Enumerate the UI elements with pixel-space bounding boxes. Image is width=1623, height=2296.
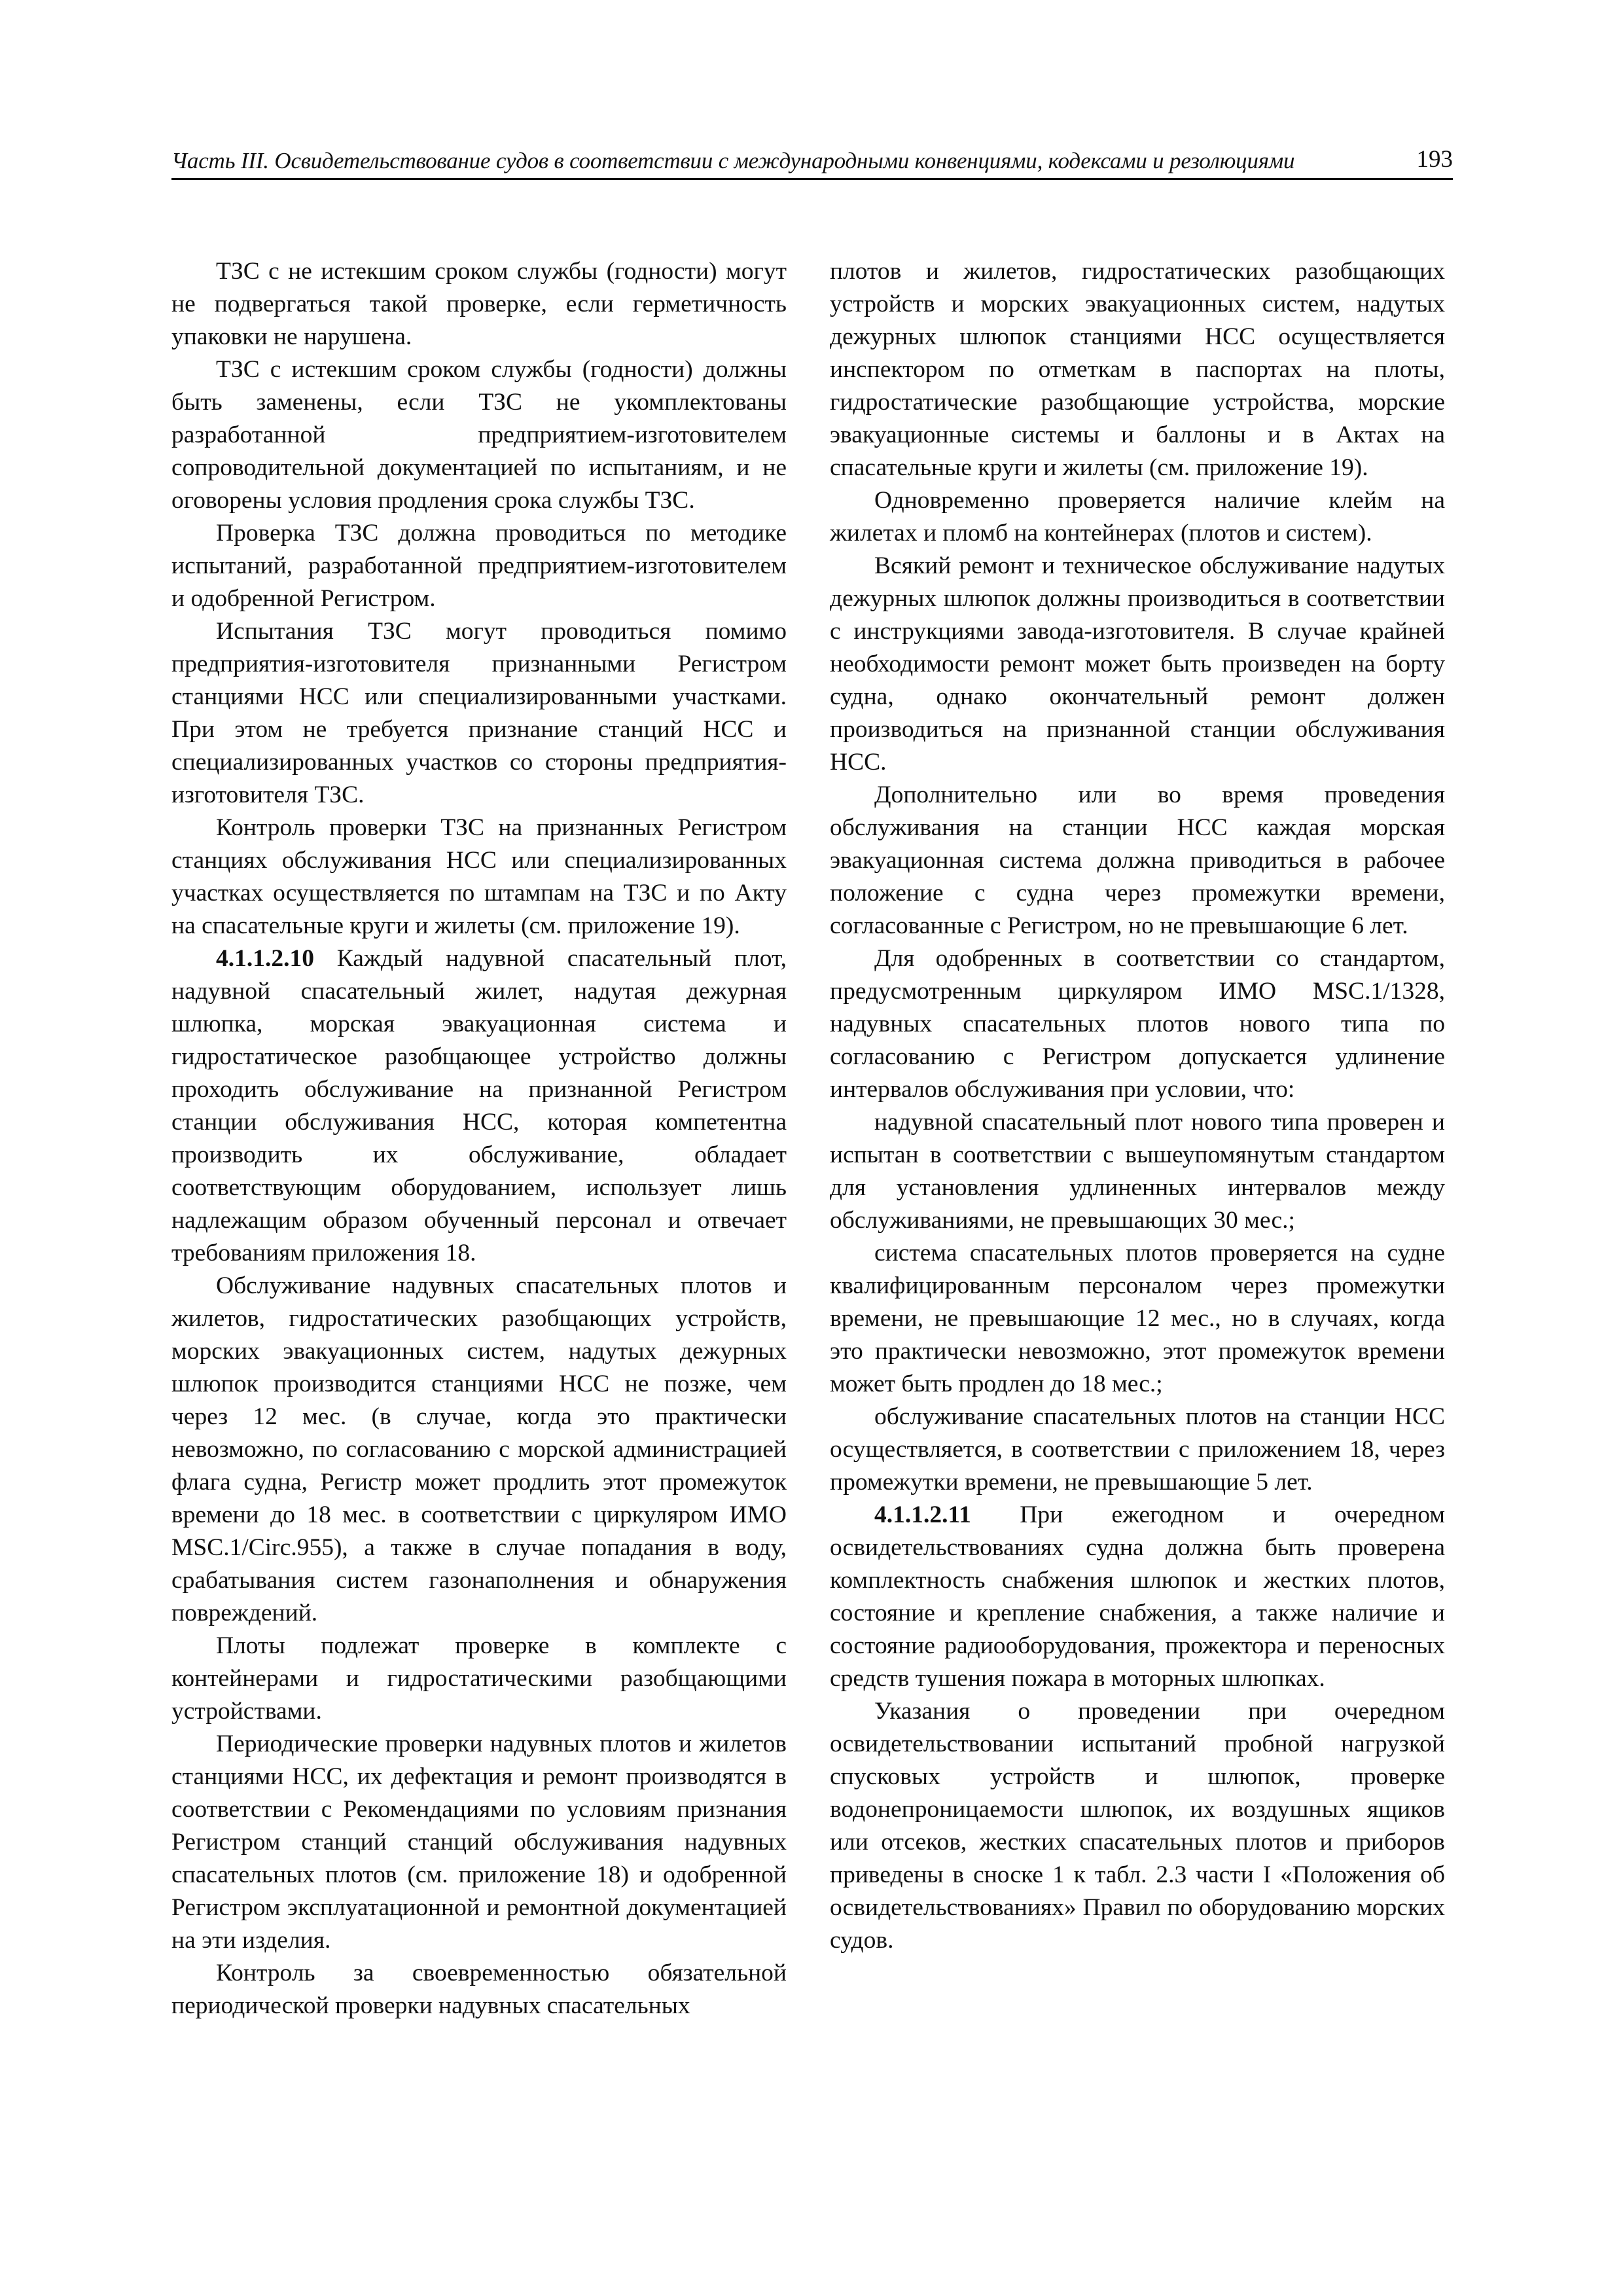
paragraph: ТЗС с не истекшим сроком службы (годности) могут не подвергаться такой проверке, если герметичность упаковки не нарушена. [171,258,787,350]
paragraph: Испытания ТЗС могут проводиться помимо предприятия-изготовителя признанными Регистром станциями НСС или специализированными участками. При этом не требуется признание станций НСС и специализированных участков со стороны предприятия-изготовителя ТЗС. [171,618,787,808]
list-paragraph: система спасательных плотов проверяется на судне квалифицированным персоналом через промежутки времени, не превышающие 12 мес., но в случаях, когда это практически невозможно, этот промежуток времени может быть продлен до 18 мес.; [830,1240,1445,1397]
page-number: 193 [1416,146,1453,173]
clause-paragraph [830,1499,1445,1695]
list-paragraph: обслуживание спасательных плотов на станции НСС осуществляется, в соответствии с приложением 18, через промежутки времени, не превышающие 5 лет. [830,1403,1445,1496]
paragraph: Одновременно проверяется наличие клейм на жилетах и пломб на контейнерах (плотов и систем). [830,487,1445,547]
list-paragraph: надувной спасательный плот нового типа проверен и испытан в соответствии с вышеупомянутым стандартом для установления удлиненных интервалов между обслуживаниями, не превышающих 30 мес.; [830,1109,1445,1234]
paragraph: Контроль за своевременностью обязательной периодической проверки надувных спасательных [171,1960,787,2019]
paragraph: Периодические проверки надувных плотов и жилетов станциями НСС, их дефектация и ремонт производятся в соответствии с Рекомендациями по условиям признания Регистром станций станций обслуживания надувных спасательных плотов (см. приложение 18) и одобренной Регистром эксплуатационной и ремонтной документацией на эти изделия. [171,1731,787,1954]
clause-paragraph [171,942,787,1270]
paragraph-continued: плотов и жилетов, гидростатических разобщающих устройств и морских эвакуационных систем, надутых дежурных шлюпок станциями НСС осуществляется инспектором по отметкам в паспортах на плоты, гидростатические разобщающие устройства, морские эвакуационные системы и баллоны и в Актах на спасательные круги и жилеты (см. приложение 19). [830,258,1445,481]
right-column [830,255,1445,1957]
paragraph: Обслуживание надувных спасательных плотов и жилетов, гидростатических разобщающих устройств, морских эвакуационных систем, надутых дежурных шлюпок производится станциями НСС не позже, чем через 12 мес. (в случае, когда это практически невозможно, по согласованию с морской администрацией флага судна, Регистр может продлить этот промежуток времени до 18 мес. в соответствии с циркуляром ИМО MSC.1/Circ.955), а также в случае попадания в воду, срабатывания систем газонаполнения и обнаружения повреждений. [171,1272,787,1626]
running-header [171,147,1453,180]
paragraph: Проверка ТЗС должна проводиться по методике испытаний, разработанной предприятием-изготовителем и одобренной Регистром. [171,520,787,612]
paragraph: Всякий ремонт и техническое обслуживание надутых дежурных шлюпок должны производиться в соответствии с инструкциями завода-изготовителя. В случае крайней необходимости ремонт может быть произведен на борту судна, однако окончательный ремонт должен производиться на признанной станции обслуживания НСС. [830,552,1445,776]
left-column [171,255,787,2022]
paragraph: Указания о проведении при очередном освидетельствовании испытаний пробной нагрузкой спусковых устройств и шлюпок, проверке водонепроницаемости шлюпок, их воздушных ящиков или отсеков, жестких спасательных плотов и приборов приведены в сноске 1 к табл. 2.3 части I «Положения об освидетельствованиях» Правил по оборудованию морских судов. [830,1698,1445,1954]
paragraph: Для одобренных в соответствии со стандартом, предусмотренным циркуляром ИМО MSC.1/1328, надувных спасательных плотов нового типа по согласованию с Регистром допускается удлинение интервалов обслуживания при условии, что: [830,945,1445,1103]
clause-number: 4.1.1.2.11 [874,1501,971,1528]
header-title: Часть III. Освидетельствование судов в соответствии с международными конвенциями, кодексами и резолюциями [171,148,1295,173]
paragraph: Плоты подлежат проверке в комплекте с контейнерами и гидростатическими разобщающими устройствами. [171,1632,787,1725]
clause-text: Каждый надувной спасательный плот, надувной спасательный жилет, надутая дежурная шлюпка, морская эвакуационная система и гидростатическое разобщающее устройство должны проходить обслуживание на признанной Регистром станции обслуживания НСС, которая компетентна производить их обслуживание, обладает соответствующим оборудованием, использует лишь надлежащим образом обученный персонал и отвечает требованиям приложения 18. [171,945,787,1266]
clause-number: 4.1.1.2.10 [216,945,314,972]
paragraph: Контроль проверки ТЗС на признанных Регистром станциях обслуживания НСС или специализированных участках осуществляется по штампам на ТЗС и по Акту на спасательные круги и жилеты (см. приложение 19). [171,814,787,939]
clause-text: При ежегодном и очередном освидетельствованиях судна должна быть проверена комплектность снабжения шлюпок и жестких плотов, состояние и крепление снабжения, а также наличие и состояние радиооборудования, прожектора и переносных средств тушения пожара в моторных шлюпках. [830,1501,1445,1692]
paragraph: ТЗС с истекшим сроком службы (годности) должны быть заменены, если ТЗС не укомплектованы разработанной предприятием-изготовителем сопроводительной документацией по испытаниям, и не оговорены условия продления срока службы ТЗС. [171,356,787,514]
paragraph: Дополнительно или во время проведения обслуживания на станции НСС каждая морская эвакуационная система должна приводиться в рабочее положение с судна через промежутки времени, согласованные с Регистром, но не превышающие 6 лет. [830,781,1445,939]
